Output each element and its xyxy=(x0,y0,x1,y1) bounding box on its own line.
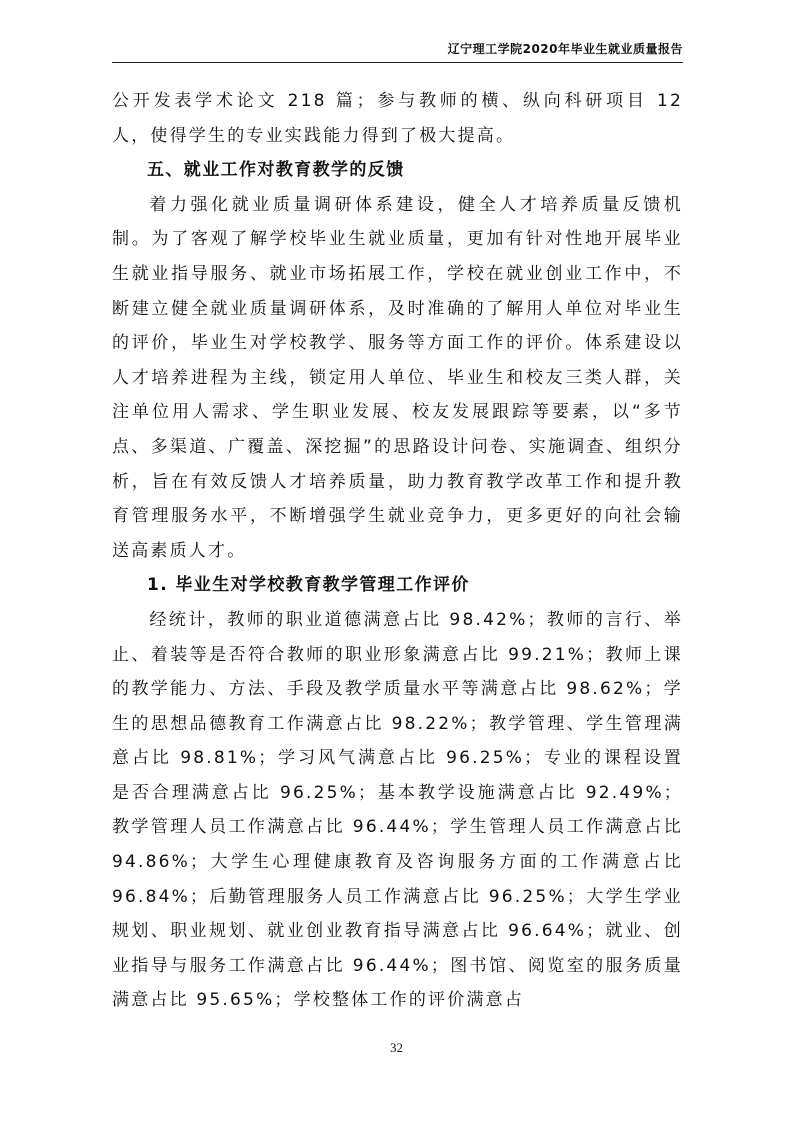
paragraph-feedback-mechanism: 着力强化就业质量调研体系建设，健全人才培养质量反馈机制。为了客观了解学校毕业生就业质量，更加有针对性地开展毕业生就业指导服务、就业市场拓展工作，学校在就业创业工作中，不断建立健全就业质量调研体系，及时准确的了解用人单位对毕业生的评价，毕业生对学校教学、服务等方面工作的评价。体系建设以人才培养进程为主线，锁定用人单位、毕业生和校友三类人群，关注单位用人需求、学生职业发展、校友发展跟踪等要素，以“多节点、多渠道、广覆盖、深挖掘”的思路设计问卷、实施调查、组织分析，旨在有效反馈人才培养质量，助力教育教学改革工作和提升教育管理服务水平，不断增强学生就业竞争力，更多更好的向社会输送高素质人才。 xyxy=(112,194,683,561)
page-number: 32 xyxy=(390,1040,403,1055)
subsection-one-heading: 1. 毕业生对学校教育教学管理工作评价 xyxy=(147,575,470,596)
header-divider xyxy=(112,62,683,63)
paragraph-research-papers: 公开发表学术论文 218 篇；参与教师的横、纵向科研项目 12 人，使得学生的专业实践能力得到了极大提高。 xyxy=(112,91,683,146)
page-body xyxy=(112,84,683,1018)
section-five-heading: 五、就业工作对教育教学的反馈 xyxy=(147,160,405,181)
paragraph-satisfaction-statistics: 经统计，教师的职业道德满意占比 98.42%；教师的言行、举止、着装等是否符合教师的职业形象满意占比 99.21%；教师上课的教学能力、方法、手段及教学质量水平等满意占比 98.62%；学生的思想品德教育工作满意占比 98.22%；教学管理、学生管理满意占比 98.81%；学习风气满意占比 96.25%；专业的课程设置是否合理满意占比 96.25%；基本教学设施满意占比 92.49%；教学管理人员工作满意占比 96.44%；学生管理人员工作满意占比 94.86%；大学生心理健康教育及咨询服务方面的工作满意占比 96.84%；后勤管理服务人员工作满意占比 96.25%；大学生学业规划、职业规划、就业创业教育指导满意占比 96.64%；就业、创业指导与服务工作满意占比 96.44%；图书馆、阅览室的服务质量满意占比 95.65%；学校整体工作的评价满意占 xyxy=(112,609,683,1011)
report-header-title: 辽宁理工学院2020年毕业生就业质量报告 xyxy=(447,42,683,56)
